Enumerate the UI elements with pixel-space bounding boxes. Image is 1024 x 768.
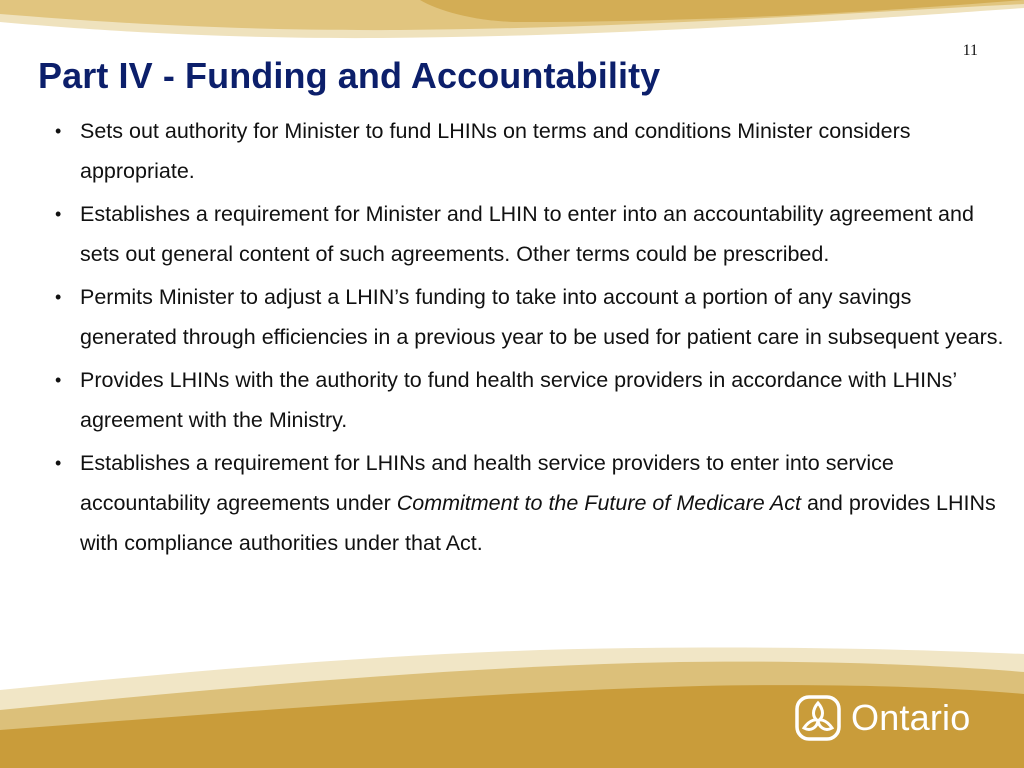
- trillium-icon: [795, 695, 841, 741]
- bullet-dot-icon: •: [55, 287, 62, 307]
- ontario-logo: [795, 694, 970, 742]
- bullet-text: Sets out authority for Minister to fund LHINs on terms and conditions Minister considers appropriate.: [80, 119, 911, 183]
- bullet-item: [55, 194, 1005, 274]
- bullet-text-part: and provides LHINs with compliance authorities under that Act.: [80, 491, 996, 555]
- bullet-text: Permits Minister to adjust a LHIN’s funding to take into account a portion of any savings generated through efficiencies in a previous year to be used for patient care in subsequent years.: [80, 285, 1004, 349]
- bullet-dot-icon: •: [55, 204, 62, 224]
- bullet-text: Establishes a requirement for Minister and LHIN to enter into an accountability agreement and sets out general content of such agreements. Other terms could be prescribed.: [80, 202, 974, 266]
- bullet-item: [55, 443, 1005, 563]
- bullet-text: [80, 451, 996, 555]
- ontario-wordmark: Ontario: [851, 697, 971, 738]
- bullet-item: [55, 111, 1005, 191]
- bullet-text: Provides LHINs with the authority to fund health service providers in accordance with LHINs’ agreement with the Ministry.: [80, 368, 957, 432]
- slide-number: 11: [962, 42, 978, 59]
- bullet-dot-icon: •: [55, 121, 62, 141]
- bullet-dot-icon: •: [55, 370, 62, 390]
- slide-title: Part IV - Funding and Accountability: [38, 55, 661, 96]
- bullet-list: [55, 111, 1005, 566]
- bullet-item: [55, 360, 1005, 440]
- bullet-item: [55, 277, 1005, 357]
- act-title-italic: Commitment to the Future of Medicare Act: [396, 491, 801, 515]
- bullet-text-part: Establishes a requirement for LHINs and health service providers to enter into service accountability agreements under: [80, 451, 894, 515]
- top-decorative-wave: [0, 0, 1024, 50]
- bullet-dot-icon: •: [55, 453, 62, 473]
